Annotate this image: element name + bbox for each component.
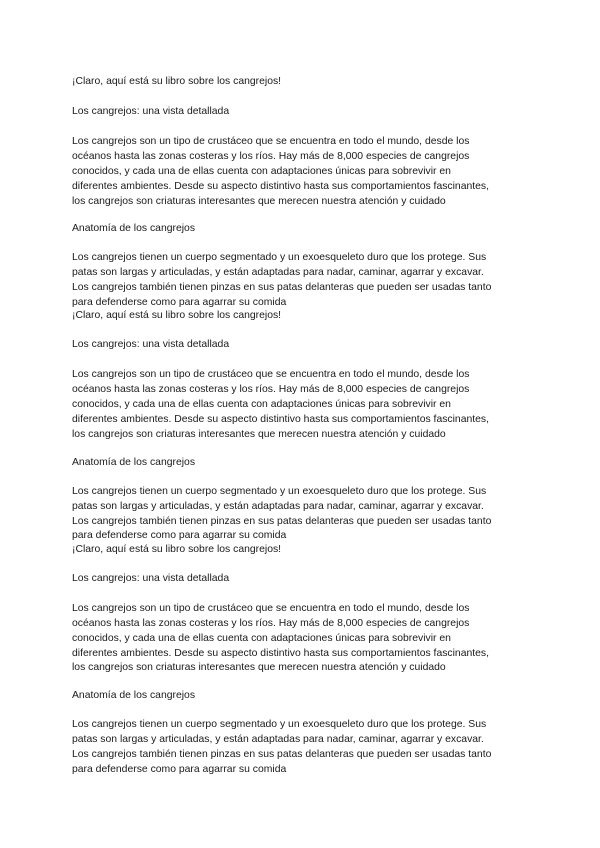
- intro-line: ¡Claro, aquí está su libro sobre los cangrejos!: [72, 76, 282, 87]
- paragraph-line: diferentes ambientes. Desde su aspecto distintivo hasta sus comportamientos fascinantes,: [72, 414, 490, 425]
- paragraph-line: los cangrejos son criaturas interesantes que merecen nuestra atención y cuidado: [72, 196, 446, 207]
- section-heading: Los cangrejos: una vista detallada: [72, 339, 230, 350]
- paragraph-line: conocidos, y cada una de ellas cuenta con adaptaciones únicas para sobrevivir en: [72, 633, 451, 644]
- section-heading: Los cangrejos: una vista detallada: [72, 106, 230, 117]
- section-heading: Los cangrejos: una vista detallada: [72, 573, 230, 584]
- section-subheading: Anatomía de los cangrejos: [72, 223, 196, 234]
- paragraph-line: diferentes ambientes. Desde su aspecto distintivo hasta sus comportamientos fascinantes,: [72, 648, 490, 659]
- paragraph-line: Los cangrejos también tienen pinzas en sus patas delanteras que pueden ser usadas tanto: [72, 749, 492, 760]
- paragraph-line: Los cangrejos tienen un cuerpo segmentado y un exoesqueleto duro que los protege. Sus: [72, 252, 487, 263]
- paragraph-line: Los cangrejos son un tipo de crustáceo que se encuentra en todo el mundo, desde los: [72, 136, 470, 147]
- paragraph-line: océanos hasta las zonas costeras y los ríos. Hay más de 8,000 especies de cangrejos: [72, 384, 470, 395]
- paragraph-line: Los cangrejos también tienen pinzas en sus patas delanteras que pueden ser usadas tanto: [72, 516, 492, 527]
- section-subheading: Anatomía de los cangrejos: [72, 690, 196, 701]
- section-subheading: Anatomía de los cangrejos: [72, 457, 196, 468]
- paragraph-line: conocidos, y cada una de ellas cuenta con adaptaciones únicas para sobrevivir en: [72, 166, 451, 177]
- paragraph-line: los cangrejos son criaturas interesantes que merecen nuestra atención y cuidado: [72, 429, 446, 440]
- paragraph-line: patas son largas y articuladas, y están adaptadas para nadar, caminar, agarrar y excavar.: [72, 501, 484, 512]
- paragraph-line: Los cangrejos son un tipo de crustáceo que se encuentra en todo el mundo, desde los: [72, 603, 470, 614]
- paragraph-line: Los cangrejos tienen un cuerpo segmentado y un exoesqueleto duro que los protege. Sus: [72, 486, 487, 497]
- paragraph-line: conocidos, y cada una de ellas cuenta con adaptaciones únicas para sobrevivir en: [72, 399, 451, 410]
- paragraph-line: para defenderse como para agarrar su comida: [72, 764, 287, 775]
- paragraph-line: diferentes ambientes. Desde su aspecto distintivo hasta sus comportamientos fascinantes,: [72, 181, 490, 192]
- paragraph-line: para defenderse como para agarrar su comida: [72, 297, 287, 308]
- paragraph-line: patas son largas y articuladas, y están adaptadas para nadar, caminar, agarrar y excavar.: [72, 734, 484, 745]
- paragraph-line: patas son largas y articuladas, y están adaptadas para nadar, caminar, agarrar y excavar.: [72, 267, 484, 278]
- paragraph-line: los cangrejos son criaturas interesantes que merecen nuestra atención y cuidado: [72, 662, 446, 673]
- paragraph-line: Los cangrejos tienen un cuerpo segmentado y un exoesqueleto duro que los protege. Sus: [72, 719, 487, 730]
- paragraph-line: océanos hasta las zonas costeras y los ríos. Hay más de 8,000 especies de cangrejos: [72, 618, 470, 629]
- intro-line: ¡Claro, aquí está su libro sobre los cangrejos!: [72, 310, 282, 321]
- paragraph-line: para defenderse como para agarrar su comida: [72, 530, 287, 541]
- paragraph-line: océanos hasta las zonas costeras y los ríos. Hay más de 8,000 especies de cangrejos: [72, 151, 470, 162]
- paragraph-line: Los cangrejos también tienen pinzas en sus patas delanteras que pueden ser usadas tanto: [72, 282, 492, 293]
- intro-line: ¡Claro, aquí está su libro sobre los cangrejos!: [72, 544, 282, 555]
- paragraph-line: Los cangrejos son un tipo de crustáceo que se encuentra en todo el mundo, desde los: [72, 369, 470, 380]
